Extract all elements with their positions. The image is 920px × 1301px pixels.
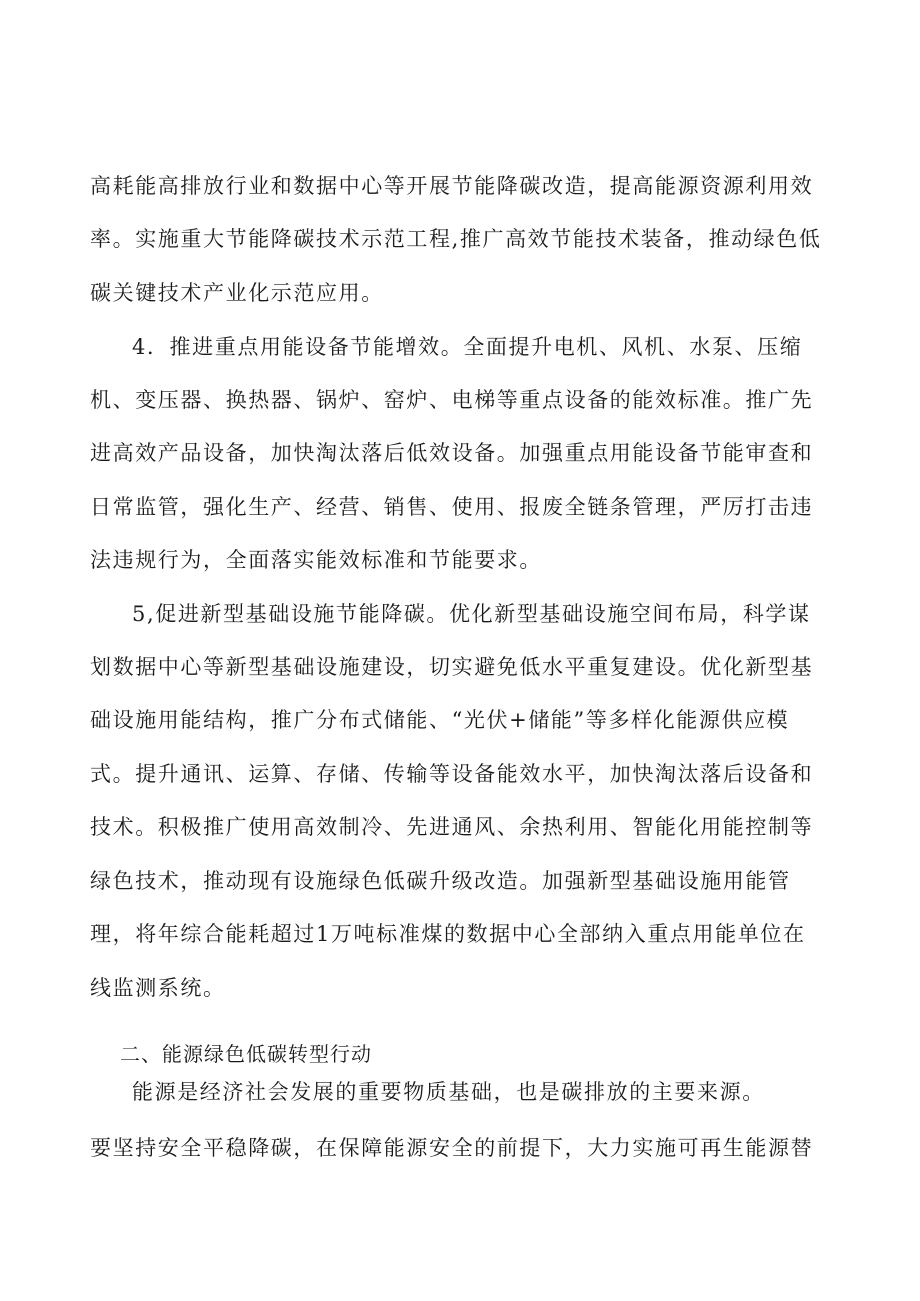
item-4-line: 法违规行为，全面落实能效标准和节能要求。 <box>90 548 542 572</box>
paragraph-line: 率。实施重大节能降碳技术示范工程,推广高效节能技术装备，推动绿色低 <box>90 227 822 251</box>
item-4-line: 进高效产品设备，加快淘汰落后低效设备。加强重点用能设备节能审查和 <box>90 441 814 465</box>
item-5-line: 划数据中心等新型基础设施建设，切实避免低水平重复建设。优化新型基 <box>90 655 814 679</box>
item-5-line: 技术。积极推广使用高效制冷、先进通风、余热利用、智能化用能控制等 <box>90 815 814 839</box>
item-4-line: 4．推进重点用能设备节能增效。全面提升电机、风机、水泵、压缩 <box>132 335 803 359</box>
item-5-line: 5,促进新型基础设施节能降碳。优化新型基础设施空间布局，科学谋 <box>132 602 811 626</box>
item-4-line: 日常监管，强化生产、经营、销售、使用、报废全链条管理，严厉打击违 <box>90 495 814 519</box>
section-2-line: 要坚持安全平稳降碳，在保障能源安全的前提下，大力实施可再生能源替 <box>90 1136 814 1160</box>
section-heading: 二、能源绿色低碳转型行动 <box>120 1042 372 1066</box>
paragraph-line: 高耗能高排放行业和数据中心等开展节能降碳改造，提高能源资源利用效 <box>90 174 814 198</box>
item-5-line: 线监测系统。 <box>90 976 226 1000</box>
item-5-line: 理，将年综合能耗超过1万吨标准煤的数据中心全部纳入重点用能单位在 <box>90 922 806 946</box>
item-5-line: 绿色技术，推动现有设施绿色低碳升级改造。加强新型基础设施用能管 <box>90 869 791 893</box>
item-5-line: 础设施用能结构，推广分布式储能、“光伏+储能”等多样化能源供应模 <box>90 708 790 732</box>
section-2-line: 能源是经济社会发展的重要物质基础，也是碳排放的主要来源。 <box>132 1080 765 1104</box>
paragraph-line: 碳关键技术产业化示范应用。 <box>90 281 384 305</box>
item-4-line: 机、变压器、换热器、锅炉、窑炉、电梯等重点设备的能效标准。推广先 <box>90 388 814 412</box>
item-5-line: 式。提升通讯、运算、存储、传输等设备能效水平，加快淘汰落后设备和 <box>90 762 814 786</box>
